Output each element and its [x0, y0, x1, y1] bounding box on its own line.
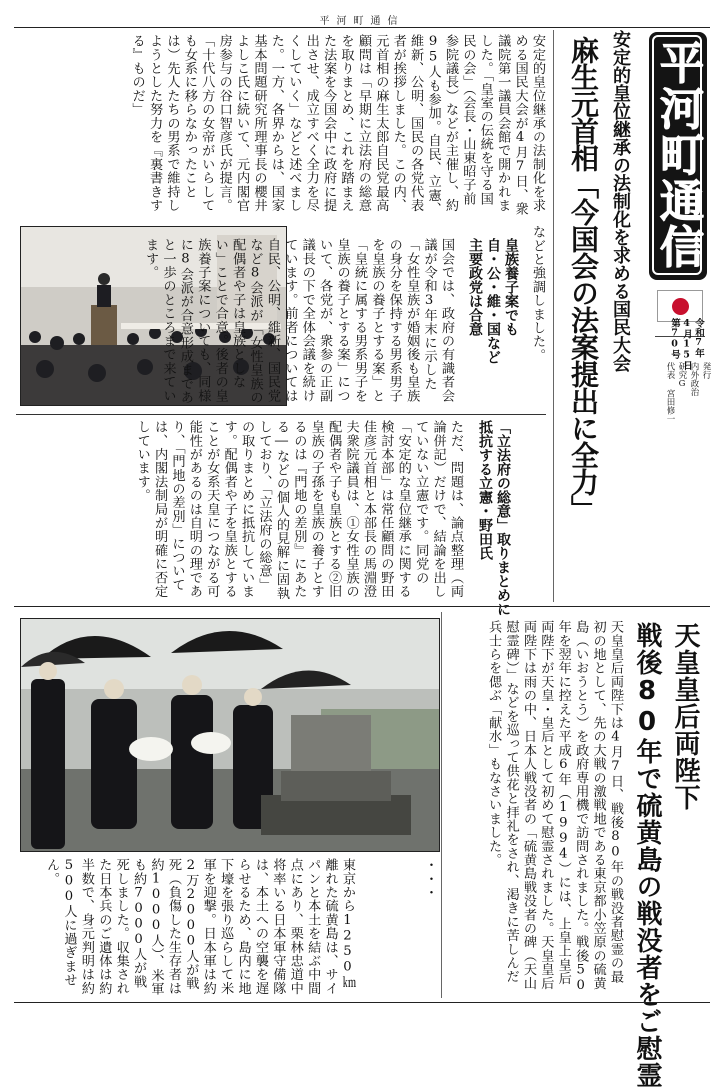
middle-rule — [14, 606, 710, 607]
issue-number: 第70号 — [669, 318, 680, 359]
publisher-label: 発行 — [701, 362, 711, 379]
story1-subhead-line1: 皇族養子案でも — [503, 238, 519, 336]
editor: 代表 宮田修一 — [665, 362, 675, 423]
story1-subhead-line2: 自・公・維・国など — [485, 238, 501, 364]
story2-headline-a: 天皇皇后両陛下 — [670, 622, 700, 811]
story1-subhead-line3: 主要政党は合意 — [467, 238, 483, 336]
column-divider-2 — [441, 612, 442, 998]
top-rule — [14, 27, 710, 28]
story2-body-2: 東京から1250㎞離れた硫黄島は、サイパンと本土を結ぶ中間点にあり、栗林忠道中将率いる日本軍守備隊は、本土への空襲を遅らせるため、島内に地下壕を張り巡らして米軍を迎撃。日本軍は約2万2000人が戦死（負傷した生存者は約1000人）、米軍も約7000人が戦死しました。収集された日本兵のご遺体は約半数で、身元判明は約500人に過ぎません。 — [44, 858, 355, 996]
issue-date: 令和7年 — [693, 318, 704, 358]
story2-separator: ・・・ — [422, 858, 437, 900]
running-header: 平河町通信 — [319, 16, 405, 27]
story1-subhead-2a: 「立法府の総意」取りまとめに — [495, 420, 511, 616]
story1-headline: 麻生元首相「今国会の法案提出に全力」 — [567, 36, 600, 522]
story1-body-mid-a: 国会では、政府の有識者会議が令和3年末に示した「女性皇族が婚姻後も皇族の身分を保持する男系男子を皇族の養子とする案」と「皇統に属する男系男子を皇族の養子とする案」について、各党が、衆参の正副議長の下で全体会議を続けています。前者については自民、公明、維新、国民党など8会派が「女性皇族の配偶者や子は皇族としない」ことで合意。後者の皇族養子案についても、同様に8会派が合意形成まであと一歩のところまで来ています。 — [143, 238, 454, 405]
tier-rule — [16, 414, 546, 415]
masthead-title: 平河町通信 — [652, 40, 703, 270]
story1-subhead-2b: 抵抗する立憲・野田氏 — [477, 420, 493, 560]
story2-headline-b: 戦後80年で硫黄島の戦没者をご慰霊 — [632, 622, 662, 1089]
masthead — [649, 32, 707, 280]
story1-body-top: 安定的皇位継承の法制化を求める国民大会が4月7日、衆議院第一議員会館で開かれました。「皇室の伝統を守る国民の会」（会長・山東昭子前参院議長）などが主催し、約95人も参加。自民、立憲、維新、公明、国民の各党代表者が挨拶しました。この内、元首相の麻生太郎自民党最高顧問は「早期に立法府の総意を取りまとめ、これを踏まえた法案を今国会中に政府に提出させ、成立すべく全力を尽くしていく」などと述べました。一方、各界からは、国家基本問題研究所理事長の櫻井よしこ氏に続いて、元内閣官房参与の谷口智彦氏が提言。「十代八方の女帝がいらしても女系に移らなかったことは）先人たちの男系で維持しようとした努力を『裏書きする』ものだ」 — [129, 34, 545, 216]
story1-body-top-cont: などと強調しました。 — [530, 225, 545, 362]
flag-sun — [672, 298, 689, 315]
column-divider — [553, 30, 554, 602]
memorial-photo-svg — [21, 619, 439, 851]
publisher-group: 研究G — [677, 362, 687, 389]
bottom-rule — [14, 1002, 710, 1003]
story1-kicker: 安定的皇位継承の法制化を求める国民大会 — [610, 30, 631, 372]
photo-memorial-umbrellas — [20, 618, 440, 852]
issue-date-day: 4月15日 — [681, 318, 692, 370]
publisher: 内外政治 — [689, 362, 699, 396]
story2-body: 天皇皇后両陛下は4月7日、戦後80年の戦没者慰霊の最初の地として、先の大戦の激戦地である東京都小笠原の硫黄島（いおうとう）を政府専用機で訪問されました。戦後50年を翌年に控えた平成6年（1994）には、上皇上皇后両陛下が天皇・皇后として初めて慰霊されました。天皇皇后両陛下は雨の中、日本人戦没者の「硫黄島戦没者の碑（天山慰霊碑）」などを巡って供花と拝礼をされ、渇きに苦しんだ兵士らを偲ぶ「献水」もなさいました。 — [486, 620, 623, 994]
story1-body-bottom: ただ、問題は、論点整理（両論併記）だけで、結論を出していない立憲です。同党の「安定的な皇位継承に関する検討本部」は常任顧問の野田佳彦元首相と本部長の馬淵澄夫衆院議員は、①女性皇族の配偶者や子も皇族とする②旧皇族の子孫を皇族の養子とするのは『門地の差別』にあたる―などの個人的見解に固執しており、「立法府の総意」の取りまとめに抵抗しています。配偶者や子を皇族とすることが女系天皇につながる可能性があるのは自明の理であり、「門地の差別」については、内閣法制局が明確に否定しています。 — [134, 420, 463, 600]
